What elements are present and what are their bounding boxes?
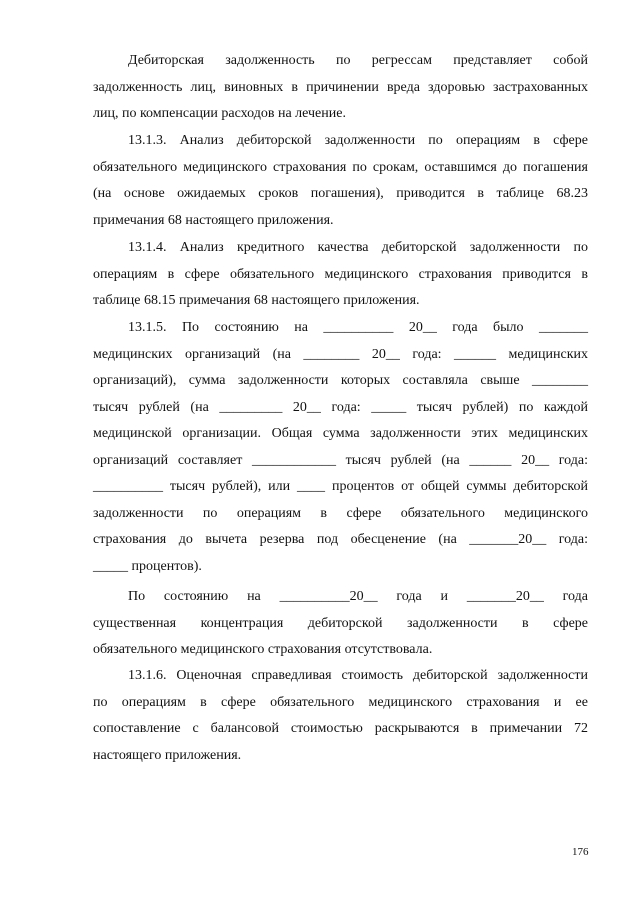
paragraph-regress-receivables — [93, 48, 588, 128]
text-line: примечания 68 настоящего приложения. — [93, 212, 334, 228]
text-line: (на основе ожидаемых сроков погашения), приводится в таблице 68.23 — [93, 186, 588, 201]
paragraph-13-1-4 — [93, 235, 588, 315]
paragraph-13-1-5 — [93, 315, 588, 580]
text-line: _____ процентов). — [93, 558, 202, 574]
text-line: По состоянию на __________20__ года и _______20__ года — [128, 589, 588, 604]
paragraph-13-1-3 — [93, 128, 588, 234]
text-line: Дебиторская задолженность по регрессам представляет собой — [128, 53, 588, 68]
text-line: 13.1.4. Анализ кредитного качества дебиторской задолженности по — [128, 240, 588, 255]
text-line: операциям в сфере обязательного медицинского страхования приводится в — [93, 266, 588, 282]
text-line: по операциям в сфере обязательного медицинского страхования и ее — [93, 694, 588, 710]
text-line: задолженность лиц, виновных в причинении вреда здоровью застрахованных — [93, 79, 588, 95]
text-line: организаций), сумма задолженности которых составляла свыше ________ — [93, 373, 588, 388]
text-line: настоящего приложения. — [93, 747, 242, 763]
text-line: существенная концентрация дебиторской задолженности в сфере — [93, 615, 588, 631]
text-line: сопоставление с балансовой стоимостью раскрываются в примечании 72 — [93, 721, 588, 736]
text-line: медицинских организаций (на ________ 20__ года: ______ медицинских — [93, 346, 588, 362]
text-line: тысяч рублей (на _________ 20__ года: _____ тысяч рублей) по каждой — [93, 399, 588, 415]
page-number: 176 — [572, 846, 589, 858]
text-line: __________ тысяч рублей), или ____ процентов от общей суммы дебиторской — [93, 479, 588, 494]
text-line: 13.1.6. Оценочная справедливая стоимость дебиторской задолженности — [128, 668, 588, 683]
text-line: обязательного медицинского страхования по срокам, оставшимся до погашения — [93, 159, 588, 175]
text-line: 13.1.5. По состоянию на __________ 20__ года было _______ — [128, 320, 588, 335]
paragraph-concentration — [93, 584, 588, 664]
paragraph-13-1-6 — [93, 663, 588, 769]
text-line: задолженности по операциям в сфере обязательного медицинского — [93, 505, 588, 521]
text-line: медицинской организации. Общая сумма задолженности этих медицинских — [93, 426, 588, 441]
text-line: 13.1.3. Анализ дебиторской задолженности по операциям в сфере — [128, 133, 588, 148]
text-line: обязательного медицинского страхования отсутствовала. — [93, 642, 433, 657]
text-line: лиц, по компенсации расходов на лечение. — [93, 106, 346, 121]
text-line: таблице 68.15 примечания 68 настоящего приложения. — [93, 293, 420, 308]
text-line: организаций составляет ____________ тысяч рублей (на ______ 20__ года: — [93, 452, 588, 468]
text-line: страхования до вычета резерва под обесценение (на _______20__ года: — [93, 532, 588, 547]
